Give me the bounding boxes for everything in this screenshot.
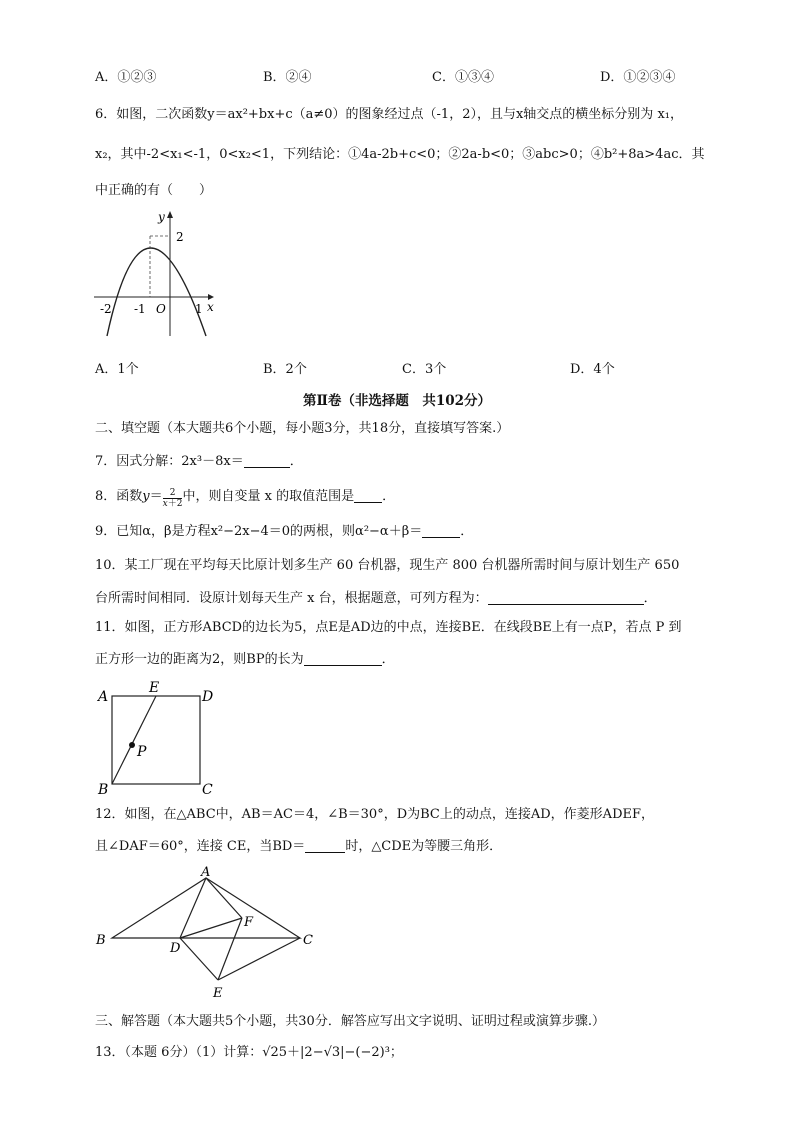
q10-line2-text: 台所需时间相同．设原计划每天生产 x 台，根据题意，可列方程为：: [95, 591, 488, 606]
q6-parabola-graph: [92, 208, 222, 338]
q12-segment-ce: [218, 938, 300, 980]
answer-section-heading: 三、解答题（本大题共5个小题，共30分．解答应写出文字说明、证明过程或演算步骤.）: [95, 1014, 605, 1029]
q6-option-c: C．3个: [402, 362, 447, 377]
q12-label-f: F: [244, 915, 254, 930]
q11-square-figure: [94, 676, 224, 798]
q6-label-origin: O: [156, 302, 166, 316]
q12-label-d: D: [170, 941, 181, 956]
q12-label-e: E: [213, 986, 223, 1001]
q12-line2-text-b: 时，△CDE为等腰三角形．: [345, 839, 503, 854]
q6-label-x: x: [207, 300, 214, 314]
q6-y-arrow: [167, 211, 173, 218]
q8-text-a: 8．函数: [95, 489, 143, 504]
q11-period: ．: [381, 652, 395, 667]
q6-label-neg1: -1: [134, 302, 146, 316]
q7-period: ．: [289, 454, 303, 469]
q9-text: 9．已知α，β是方程x²−2x−4＝0的两根，则α²−α＋β＝: [95, 524, 423, 539]
q6-line1: 6．如图，二次函数y＝ax²+bx+c（a≠0）的图象经过点（-1，2），且与x轴交点的横坐标分别为 x₁，: [95, 107, 683, 122]
q11-label-d: D: [202, 689, 214, 705]
q6-option-a: A．1个: [95, 362, 139, 377]
q6-label-y: y: [158, 210, 165, 224]
q10-line1: 10．某工厂现在平均每天比原计划多生产 60 台机器，现生产 800 台机器所需时间与原计划生产 650: [95, 558, 680, 573]
prev-option-d: D．①②③④: [600, 70, 676, 85]
q11-point-p: [129, 742, 135, 748]
q8-fraction: $\frac{2}{x+2}$: [162, 488, 183, 509]
q7-text: 7．因式分解：2x³－8x＝: [95, 454, 244, 469]
fill-section-heading: 二、填空题（本大题共6个小题，每小题3分，共18分，直接填写答案.）: [95, 421, 510, 436]
q8-answer-blank[interactable]: [354, 488, 382, 503]
prev-option-c: C．①③④: [432, 70, 494, 85]
q10-line2: [95, 590, 657, 608]
q12-line2: [95, 838, 502, 856]
q11-label-p: P: [137, 744, 147, 760]
q11-label-c: C: [202, 782, 213, 798]
q12-segment-df: [180, 918, 242, 938]
q13: 13．（本题 6分）（1）计算：√25＋|2−√3|−(−2)³；: [95, 1045, 403, 1060]
q10-period: ．: [643, 591, 657, 606]
q6-line3: 中正确的有（ ）: [95, 183, 213, 198]
q11-line1: 11．如图，正方形ABCD的边长为5，点E是AD边的中点，连接BE．在线段BE上有一点P，若点 P 到: [95, 620, 682, 635]
q9-answer-blank[interactable]: [422, 523, 460, 538]
q11-square-abcd: [112, 696, 200, 784]
q9: [95, 523, 473, 541]
q11-line2: [95, 651, 395, 669]
q12-line1: 12．如图，在△ABC中，AB＝AC＝4，∠B＝30°，D为BC上的动点，连接AD，作菱形ADEF，: [95, 807, 655, 822]
prev-option-a: A．①②③: [95, 70, 157, 85]
q12-label-c: C: [303, 933, 313, 948]
q6-option-d: D．4个: [570, 362, 615, 377]
q6-line2: x₂，其中-2<x₁<-1，0<x₂<1，下列结论：①4a-2b+c<0；②2a-b<0；③abc>0；④b²+8a>4ac．其: [95, 147, 705, 162]
q11-answer-blank[interactable]: [304, 651, 382, 666]
q11-label-a: A: [98, 689, 109, 705]
part2-title: 第Ⅱ卷（非选择题 共102分）: [302, 393, 492, 409]
q11-label-e: E: [149, 680, 160, 696]
q12-line2-text-a: 且∠DAF＝60°，连接 CE，当BD＝: [95, 839, 306, 854]
q11-line2-text: 正方形一边的距离为2，则BP的长为: [95, 652, 304, 667]
q10-answer-blank[interactable]: [488, 590, 644, 605]
q8: 8．函数y＝ $\frac{2}{x+2}$ 中，则自变量 x 的取值范围是 ．: [95, 488, 396, 509]
q12-segment-fe: [218, 918, 242, 980]
q11-segment-be: [112, 696, 156, 784]
q12-label-b: B: [96, 933, 106, 948]
q6-label-neg2: -2: [100, 302, 112, 316]
q12-answer-blank[interactable]: [305, 838, 345, 853]
q12-label-a: A: [201, 866, 211, 880]
q6-parabola-curve: [107, 248, 206, 336]
prev-option-b: B．②④: [263, 70, 312, 85]
q8-text-b: 中，则自变量 x 的取值范围是: [182, 489, 355, 504]
q6-option-b: B．2个: [263, 362, 307, 377]
q7: [95, 453, 303, 471]
q12-rhombus-figure: [92, 866, 324, 1002]
q6-label-1: 1: [195, 302, 203, 316]
q12-segment-de: [180, 938, 218, 980]
q7-answer-blank[interactable]: [244, 453, 290, 468]
q11-label-b: B: [98, 782, 109, 798]
q6-label-2: 2: [176, 230, 184, 244]
q8-period: ．: [382, 489, 396, 504]
q9-period: ．: [460, 524, 474, 539]
